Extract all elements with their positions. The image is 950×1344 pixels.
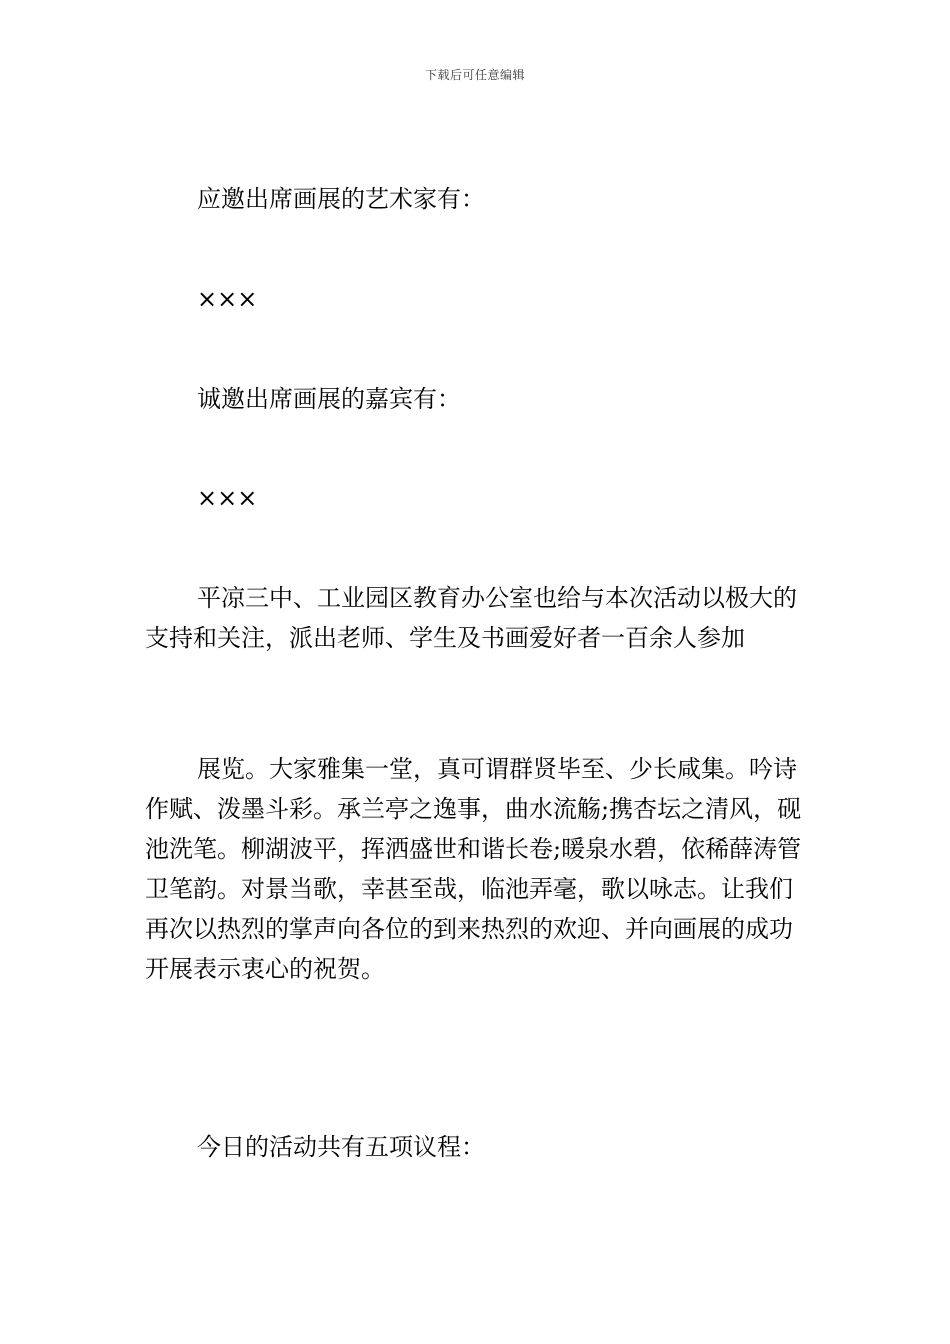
paragraph-guests-names: ××× [197,484,258,512]
header-note: 下载后可任意编辑 [424,68,525,82]
paragraph-artists-names: ××× [197,285,258,313]
paragraph-exhibition: 展览。大家雅集一堂，真可谓群贤毕至、少长咸集。吟诗作赋、泼墨斗彩。承兰亭之逸事，曲水流觞;携杏坛之清风，砚池洗笔。柳湖波平，挥洒盛世和谐长卷;暖泉水碧，依稀薛涛管卫笔韵。对景当歌，幸甚至哉，临池弄毫，歌以咏志。让我们再次以热烈的掌声向各位的到来热烈的欢迎、并向画展的成功开展表示衷心的祝贺。 [145,755,802,983]
paragraph-artists-intro: 应邀出席画展的艺术家有： [197,185,485,213]
paragraph-guests-intro: 诚邀出席画展的嘉宾有： [197,385,461,413]
paragraph-agenda-intro: 今日的活动共有五项议程： [197,1133,485,1161]
paragraph-support: 平凉三中、工业园区教育办公室也给与本次活动以极大的支持和关注，派出老师、学生及书画爱好者一百余人参加 [145,584,797,652]
